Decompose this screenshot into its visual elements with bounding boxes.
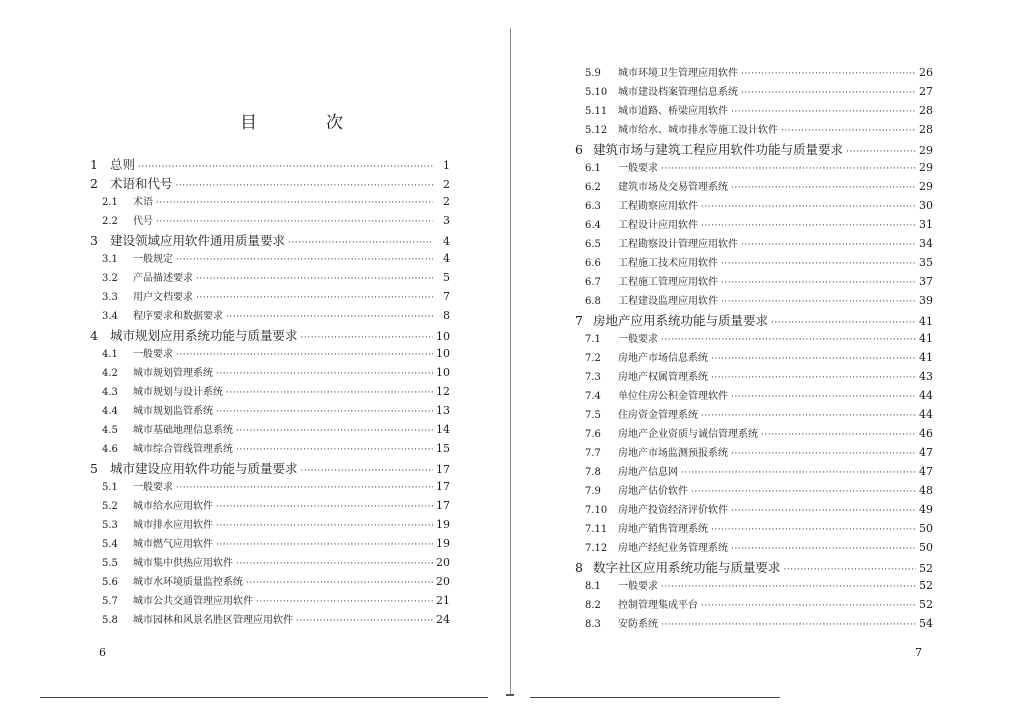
toc-entry-number: 5.8 [102, 615, 118, 626]
toc-entry [585, 159, 933, 178]
toc-entry [585, 178, 933, 197]
toc-entry-number: 7 [575, 313, 583, 328]
toc-leader-dots [681, 468, 916, 478]
toc-entry-page: 13 [436, 404, 450, 417]
toc-entry-page: 34 [919, 237, 933, 250]
toc-leader-dots [701, 221, 916, 231]
toc-entry-page: 43 [919, 370, 933, 383]
toc-entry-title: 工程建设监理应用软件 [618, 296, 718, 307]
toc-entry [90, 421, 450, 440]
toc-entry-title: 城市给水、城市排水等施工设计软件 [618, 125, 778, 136]
toc-leader-dots [661, 164, 916, 174]
toc-entry-page: 54 [919, 617, 933, 630]
toc-entry-number: 5.5 [102, 558, 118, 569]
bottom-rule-left [40, 697, 488, 698]
toc-entry [90, 440, 450, 459]
toc-entry-page: 8 [443, 309, 450, 322]
toc-entry-page: 26 [919, 66, 933, 79]
toc-entry-title: 用户文档要求 [133, 292, 193, 303]
toc-leader-dots [721, 278, 916, 288]
toc-entry-page: 44 [919, 408, 933, 421]
toc-entry [90, 269, 450, 288]
toc-entry-title: 城市给水应用软件 [133, 501, 213, 512]
toc-entry [90, 516, 450, 535]
toc-entry-number: 6.1 [585, 163, 601, 174]
toc-leader-dots [731, 183, 916, 193]
toc-list-right [575, 64, 933, 634]
toc-entry-number: 4.3 [102, 387, 118, 398]
toc-entry [585, 83, 933, 102]
toc-entry-page: 41 [919, 332, 933, 345]
toc-entry-title: 建设领域应用软件通用质量要求 [110, 233, 286, 248]
toc-entry-number: 4.2 [102, 368, 118, 379]
toc-leader-dots [296, 616, 433, 626]
toc-leader-dots [176, 181, 433, 191]
toc-entry-number: 7.10 [585, 505, 608, 516]
toc-entry [585, 444, 933, 463]
toc-leader-dots [301, 333, 433, 343]
toc-leader-dots [711, 525, 916, 535]
toc-leader-dots [301, 466, 433, 476]
toc-entry-page: 46 [919, 427, 933, 440]
toc-entry-page: 39 [919, 294, 933, 307]
toc-entry [90, 383, 450, 402]
toc-title: 目 次 [240, 113, 369, 133]
toc-entry [575, 558, 933, 577]
toc-entry-title: 单位住房公积金管理软件 [618, 391, 728, 402]
toc-entry-page: 21 [436, 594, 450, 607]
toc-entry-number: 4.6 [102, 444, 118, 455]
toc-entry-title: 工程勘察应用软件 [618, 201, 698, 212]
toc-entry-number: 6.4 [585, 220, 601, 231]
toc-entry [90, 231, 450, 250]
toc-entry-number: 7.6 [585, 429, 601, 440]
toc-entry [90, 250, 450, 269]
toc-leader-dots [661, 582, 916, 592]
toc-entry [575, 140, 933, 159]
toc-entry-number: 3.4 [102, 311, 118, 322]
toc-entry-number: 5.10 [585, 87, 608, 98]
toc-entry-number: 6.8 [585, 296, 601, 307]
toc-entry-page: 1 [443, 159, 450, 172]
toc-entry-number: 7.8 [585, 467, 601, 478]
toc-entry-number: 3 [90, 233, 98, 248]
toc-entry-number: 8 [575, 560, 583, 575]
toc-entry-number: 6 [575, 142, 583, 157]
toc-leader-dots [216, 502, 433, 512]
toc-leader-dots [226, 388, 433, 398]
toc-entry-title: 城市规划管理系统 [133, 368, 213, 379]
toc-leader-dots [236, 559, 433, 569]
toc-entry-number: 5 [90, 461, 98, 476]
toc-entry-number: 4 [90, 328, 98, 343]
toc-leader-dots [156, 198, 433, 208]
toc-entry [90, 402, 450, 421]
toc-entry-page: 49 [919, 503, 933, 516]
toc-leader-dots [216, 369, 433, 379]
toc-entry-page: 4 [443, 235, 450, 248]
toc-entry-number: 5.7 [102, 596, 118, 607]
toc-leader-dots [711, 354, 916, 364]
toc-entry-number: 7.2 [585, 353, 601, 364]
toc-entry-number: 5.6 [102, 577, 118, 588]
toc-entry [575, 311, 933, 330]
toc-entry-title: 程序要求和数据要求 [133, 311, 223, 322]
toc-leader-dots [216, 540, 433, 550]
toc-entry-title: 一般要求 [618, 581, 658, 592]
toc-entry-title: 城市园林和风景名胜区管理应用软件 [133, 615, 293, 626]
toc-entry-number: 4.5 [102, 425, 118, 436]
toc-entry-title: 城市排水应用软件 [133, 520, 213, 531]
page-number-right: 7 [915, 646, 922, 659]
toc-entry-page: 41 [919, 315, 933, 328]
toc-entry-number: 5.4 [102, 539, 118, 550]
toc-leader-dots [731, 449, 916, 459]
toc-entry-title: 房地产市场信息系统 [618, 353, 708, 364]
toc-entry-number: 5.12 [585, 125, 608, 136]
toc-entry-number: 5.1 [102, 482, 118, 493]
toc-leader-dots [176, 483, 433, 493]
toc-entry-title: 术语和代号 [110, 176, 173, 191]
toc-entry-number: 1 [90, 157, 98, 172]
page-number-left: 6 [99, 646, 106, 659]
toc-entry-page: 41 [919, 351, 933, 364]
toc-entry-title: 一般规定 [133, 254, 173, 265]
toc-entry [585, 520, 933, 539]
toc-entry-title: 建筑市场及交易管理系统 [618, 182, 728, 193]
toc-entry-title: 工程设计应用软件 [618, 220, 698, 231]
toc-entry-title: 房地产权属管理系统 [618, 372, 708, 383]
toc-entry-page: 24 [436, 613, 450, 626]
toc-leader-dots [781, 126, 916, 136]
toc-entry-page: 7 [443, 290, 450, 303]
toc-entry [585, 235, 933, 254]
toc-leader-dots [236, 445, 433, 455]
toc-entry-number: 6.6 [585, 258, 601, 269]
toc-entry-title: 总则 [110, 157, 136, 172]
toc-entry-title: 城市规划与设计系统 [133, 387, 223, 398]
toc-entry [90, 497, 450, 516]
toc-entry-number: 2 [90, 176, 98, 191]
toc-entry-number: 7.9 [585, 486, 601, 497]
toc-entry [585, 273, 933, 292]
toc-entry [90, 174, 450, 193]
toc-leader-dots [246, 578, 433, 588]
toc-entry [90, 345, 450, 364]
toc-entry-title: 城市集中供热应用软件 [133, 558, 233, 569]
toc-entry-title: 房地产销售管理系统 [618, 524, 708, 535]
toc-entry [585, 425, 933, 444]
toc-leader-dots [741, 69, 916, 79]
toc-entry-page: 35 [919, 256, 933, 269]
toc-entry-page: 2 [443, 195, 450, 208]
toc-entry-title: 安防系统 [618, 619, 658, 630]
toc-entry [90, 611, 450, 630]
toc-entry-number: 4.1 [102, 349, 118, 360]
toc-entry-number: 7.7 [585, 448, 601, 459]
toc-leader-dots [741, 88, 916, 98]
toc-entry-page: 20 [436, 556, 450, 569]
toc-leader-dots [711, 373, 916, 383]
toc-leader-dots [661, 335, 916, 345]
toc-entry-number: 5.9 [585, 68, 601, 79]
toc-leader-dots [761, 430, 916, 440]
toc-entry-page: 29 [919, 180, 933, 193]
toc-leader-dots [156, 217, 433, 227]
toc-leader-dots [701, 601, 916, 611]
toc-entry-title: 工程施工管理应用软件 [618, 277, 718, 288]
toc-entry-title: 一般要求 [618, 334, 658, 345]
toc-entry-number: 5.2 [102, 501, 118, 512]
toc-entry-number: 6.5 [585, 239, 601, 250]
toc-entry-page: 3 [443, 214, 450, 227]
toc-entry-page: 30 [919, 199, 933, 212]
toc-leader-dots [771, 318, 916, 328]
toc-leader-dots [226, 312, 433, 322]
toc-entry [585, 102, 933, 121]
toc-entry [90, 326, 450, 345]
toc-entry [585, 292, 933, 311]
toc-entry-page: 19 [436, 537, 450, 550]
toc-entry-title: 城市道路、桥梁应用软件 [618, 106, 728, 117]
toc-leader-dots [196, 293, 433, 303]
toc-entry [585, 368, 933, 387]
toc-entry-number: 8.1 [585, 581, 601, 592]
toc-entry-title: 一般要求 [133, 349, 173, 360]
toc-entry-page: 27 [919, 85, 933, 98]
toc-entry-number: 5.3 [102, 520, 118, 531]
toc-entry-number: 6.2 [585, 182, 601, 193]
toc-entry-page: 10 [436, 330, 450, 343]
toc-entry [90, 364, 450, 383]
toc-entry-page: 47 [919, 446, 933, 459]
toc-entry-number: 7.11 [585, 524, 608, 535]
toc-entry-title: 一般要求 [133, 482, 173, 493]
toc-entry-page: 17 [436, 499, 450, 512]
toc-entry [90, 307, 450, 326]
toc-entry-title: 房地产投资经济评价软件 [618, 505, 728, 516]
toc-entry-number: 2.2 [102, 216, 118, 227]
toc-entry-page: 50 [919, 541, 933, 554]
toc-entry-page: 47 [919, 465, 933, 478]
toc-entry-page: 28 [919, 104, 933, 117]
toc-leader-dots [691, 487, 916, 497]
toc-entry [585, 197, 933, 216]
toc-entry-number: 7.5 [585, 410, 601, 421]
toc-leader-dots [731, 107, 916, 117]
toc-leader-dots [701, 411, 916, 421]
toc-leader-dots [661, 620, 916, 630]
toc-leader-dots [731, 392, 916, 402]
toc-entry [585, 406, 933, 425]
toc-leader-dots [138, 162, 433, 172]
toc-entry-page: 44 [919, 389, 933, 402]
toc-entry-title: 城市环境卫生管理应用软件 [618, 68, 738, 79]
toc-entry-page: 2 [443, 178, 450, 191]
toc-leader-dots [216, 407, 433, 417]
toc-entry [585, 330, 933, 349]
toc-entry-title: 房地产企业资质与诚信管理系统 [618, 429, 758, 440]
toc-entry-title: 城市燃气应用软件 [133, 539, 213, 550]
toc-entry [585, 254, 933, 273]
toc-entry-page: 17 [436, 463, 450, 476]
toc-entry [585, 349, 933, 368]
toc-entry-title: 代号 [133, 216, 153, 227]
toc-entry-title: 城市公共交通管理应用软件 [133, 596, 253, 607]
toc-leader-dots [846, 147, 916, 157]
toc-entry-title: 房地产应用系统功能与质量要求 [593, 313, 769, 328]
toc-leader-dots [196, 274, 433, 284]
toc-entry-title: 房地产市场监测预报系统 [618, 448, 728, 459]
toc-entry-number: 7.3 [585, 372, 601, 383]
toc-entry-title: 城市水环境质量监控系统 [133, 577, 243, 588]
toc-entry [90, 288, 450, 307]
toc-entry-number: 7.4 [585, 391, 601, 402]
toc-entry-page: 31 [919, 218, 933, 231]
toc-entry-page: 52 [919, 562, 933, 575]
toc-entry-number: 8.3 [585, 619, 601, 630]
toc-entry-number: 3.1 [102, 254, 118, 265]
toc-entry [90, 554, 450, 573]
toc-entry [90, 478, 450, 497]
toc-entry-page: 10 [436, 347, 450, 360]
toc-leader-dots [176, 350, 433, 360]
toc-entry [585, 501, 933, 520]
toc-entry [90, 535, 450, 554]
book-spine [510, 28, 511, 694]
toc-entry-page: 4 [443, 252, 450, 265]
toc-entry-title: 城市基础地理信息系统 [133, 425, 233, 436]
toc-entry [90, 212, 450, 231]
toc-entry-page: 20 [436, 575, 450, 588]
toc-entry-number: 5.11 [585, 106, 608, 117]
toc-leader-dots [256, 597, 433, 607]
toc-entry-title: 住房资金管理系统 [618, 410, 698, 421]
toc-entry-number: 2.1 [102, 197, 118, 208]
toc-leader-dots [721, 259, 916, 269]
toc-entry-page: 37 [919, 275, 933, 288]
toc-list-left [90, 155, 450, 630]
toc-leader-dots [741, 240, 916, 250]
toc-entry [585, 539, 933, 558]
toc-leader-dots [721, 297, 916, 307]
toc-entry-title: 城市规划监管系统 [133, 406, 213, 417]
toc-entry [90, 592, 450, 611]
toc-entry [585, 121, 933, 140]
toc-entry [90, 193, 450, 212]
toc-entry [585, 615, 933, 634]
toc-entry-title: 术语 [133, 197, 153, 208]
toc-entry-title: 房地产经纪业务管理系统 [618, 543, 728, 554]
toc-entry-page: 10 [436, 366, 450, 379]
toc-entry-page: 5 [443, 271, 450, 284]
toc-entry-number: 3.2 [102, 273, 118, 284]
toc-entry-number: 6.7 [585, 277, 601, 288]
toc-entry-title: 城市建设应用软件功能与质量要求 [110, 461, 298, 476]
toc-entry-page: 19 [436, 518, 450, 531]
toc-leader-dots [731, 506, 916, 516]
toc-entry-page: 15 [436, 442, 450, 455]
toc-entry [585, 596, 933, 615]
toc-entry-number: 3.3 [102, 292, 118, 303]
toc-leader-dots [236, 426, 433, 436]
toc-entry [90, 155, 450, 174]
toc-entry-page: 48 [919, 484, 933, 497]
toc-entry-title: 房地产估价软件 [618, 486, 688, 497]
toc-leader-dots [216, 521, 433, 531]
left-page [0, 0, 511, 724]
toc-entry-page: 29 [919, 144, 933, 157]
toc-entry-title: 建筑市场与建筑工程应用软件功能与质量要求 [593, 142, 844, 157]
toc-entry-page: 17 [436, 480, 450, 493]
toc-entry-page: 14 [436, 423, 450, 436]
toc-entry-title: 控制管理集成平台 [618, 600, 698, 611]
toc-entry-number: 7.12 [585, 543, 608, 554]
toc-entry-title: 工程施工技术应用软件 [618, 258, 718, 269]
toc-entry-number: 8.2 [585, 600, 601, 611]
toc-entry-title: 工程勘察设计管理应用软件 [618, 239, 738, 250]
toc-entry [585, 64, 933, 83]
toc-entry [585, 216, 933, 235]
toc-entry [585, 463, 933, 482]
toc-leader-dots [784, 565, 916, 575]
toc-leader-dots [176, 255, 433, 265]
toc-entry-page: 29 [919, 161, 933, 174]
toc-entry-title: 城市综合管线管理系统 [133, 444, 233, 455]
toc-entry-title: 房地产信息网 [618, 467, 678, 478]
toc-entry-title: 城市规划应用系统功能与质量要求 [110, 328, 298, 343]
toc-entry-page: 50 [919, 522, 933, 535]
toc-entry-number: 7.1 [585, 334, 601, 345]
toc-entry-page: 12 [436, 385, 450, 398]
toc-entry [585, 387, 933, 406]
toc-entry-title: 产品描述要求 [133, 273, 193, 284]
toc-entry-number: 4.4 [102, 406, 118, 417]
toc-entry [585, 577, 933, 596]
toc-entry [90, 573, 450, 592]
toc-entry-page: 28 [919, 123, 933, 136]
toc-leader-dots [288, 238, 433, 248]
toc-entry-number: 6.3 [585, 201, 601, 212]
toc-entry [585, 482, 933, 501]
toc-entry-title: 城市建设档案管理信息系统 [618, 87, 738, 98]
toc-entry-title: 一般要求 [618, 163, 658, 174]
toc-leader-dots [731, 544, 916, 554]
toc-entry-title: 数字社区应用系统功能与质量要求 [593, 560, 781, 575]
toc-entry-page: 52 [919, 598, 933, 611]
toc-leader-dots [701, 202, 916, 212]
toc-entry-page: 52 [919, 579, 933, 592]
toc-entry [90, 459, 450, 478]
